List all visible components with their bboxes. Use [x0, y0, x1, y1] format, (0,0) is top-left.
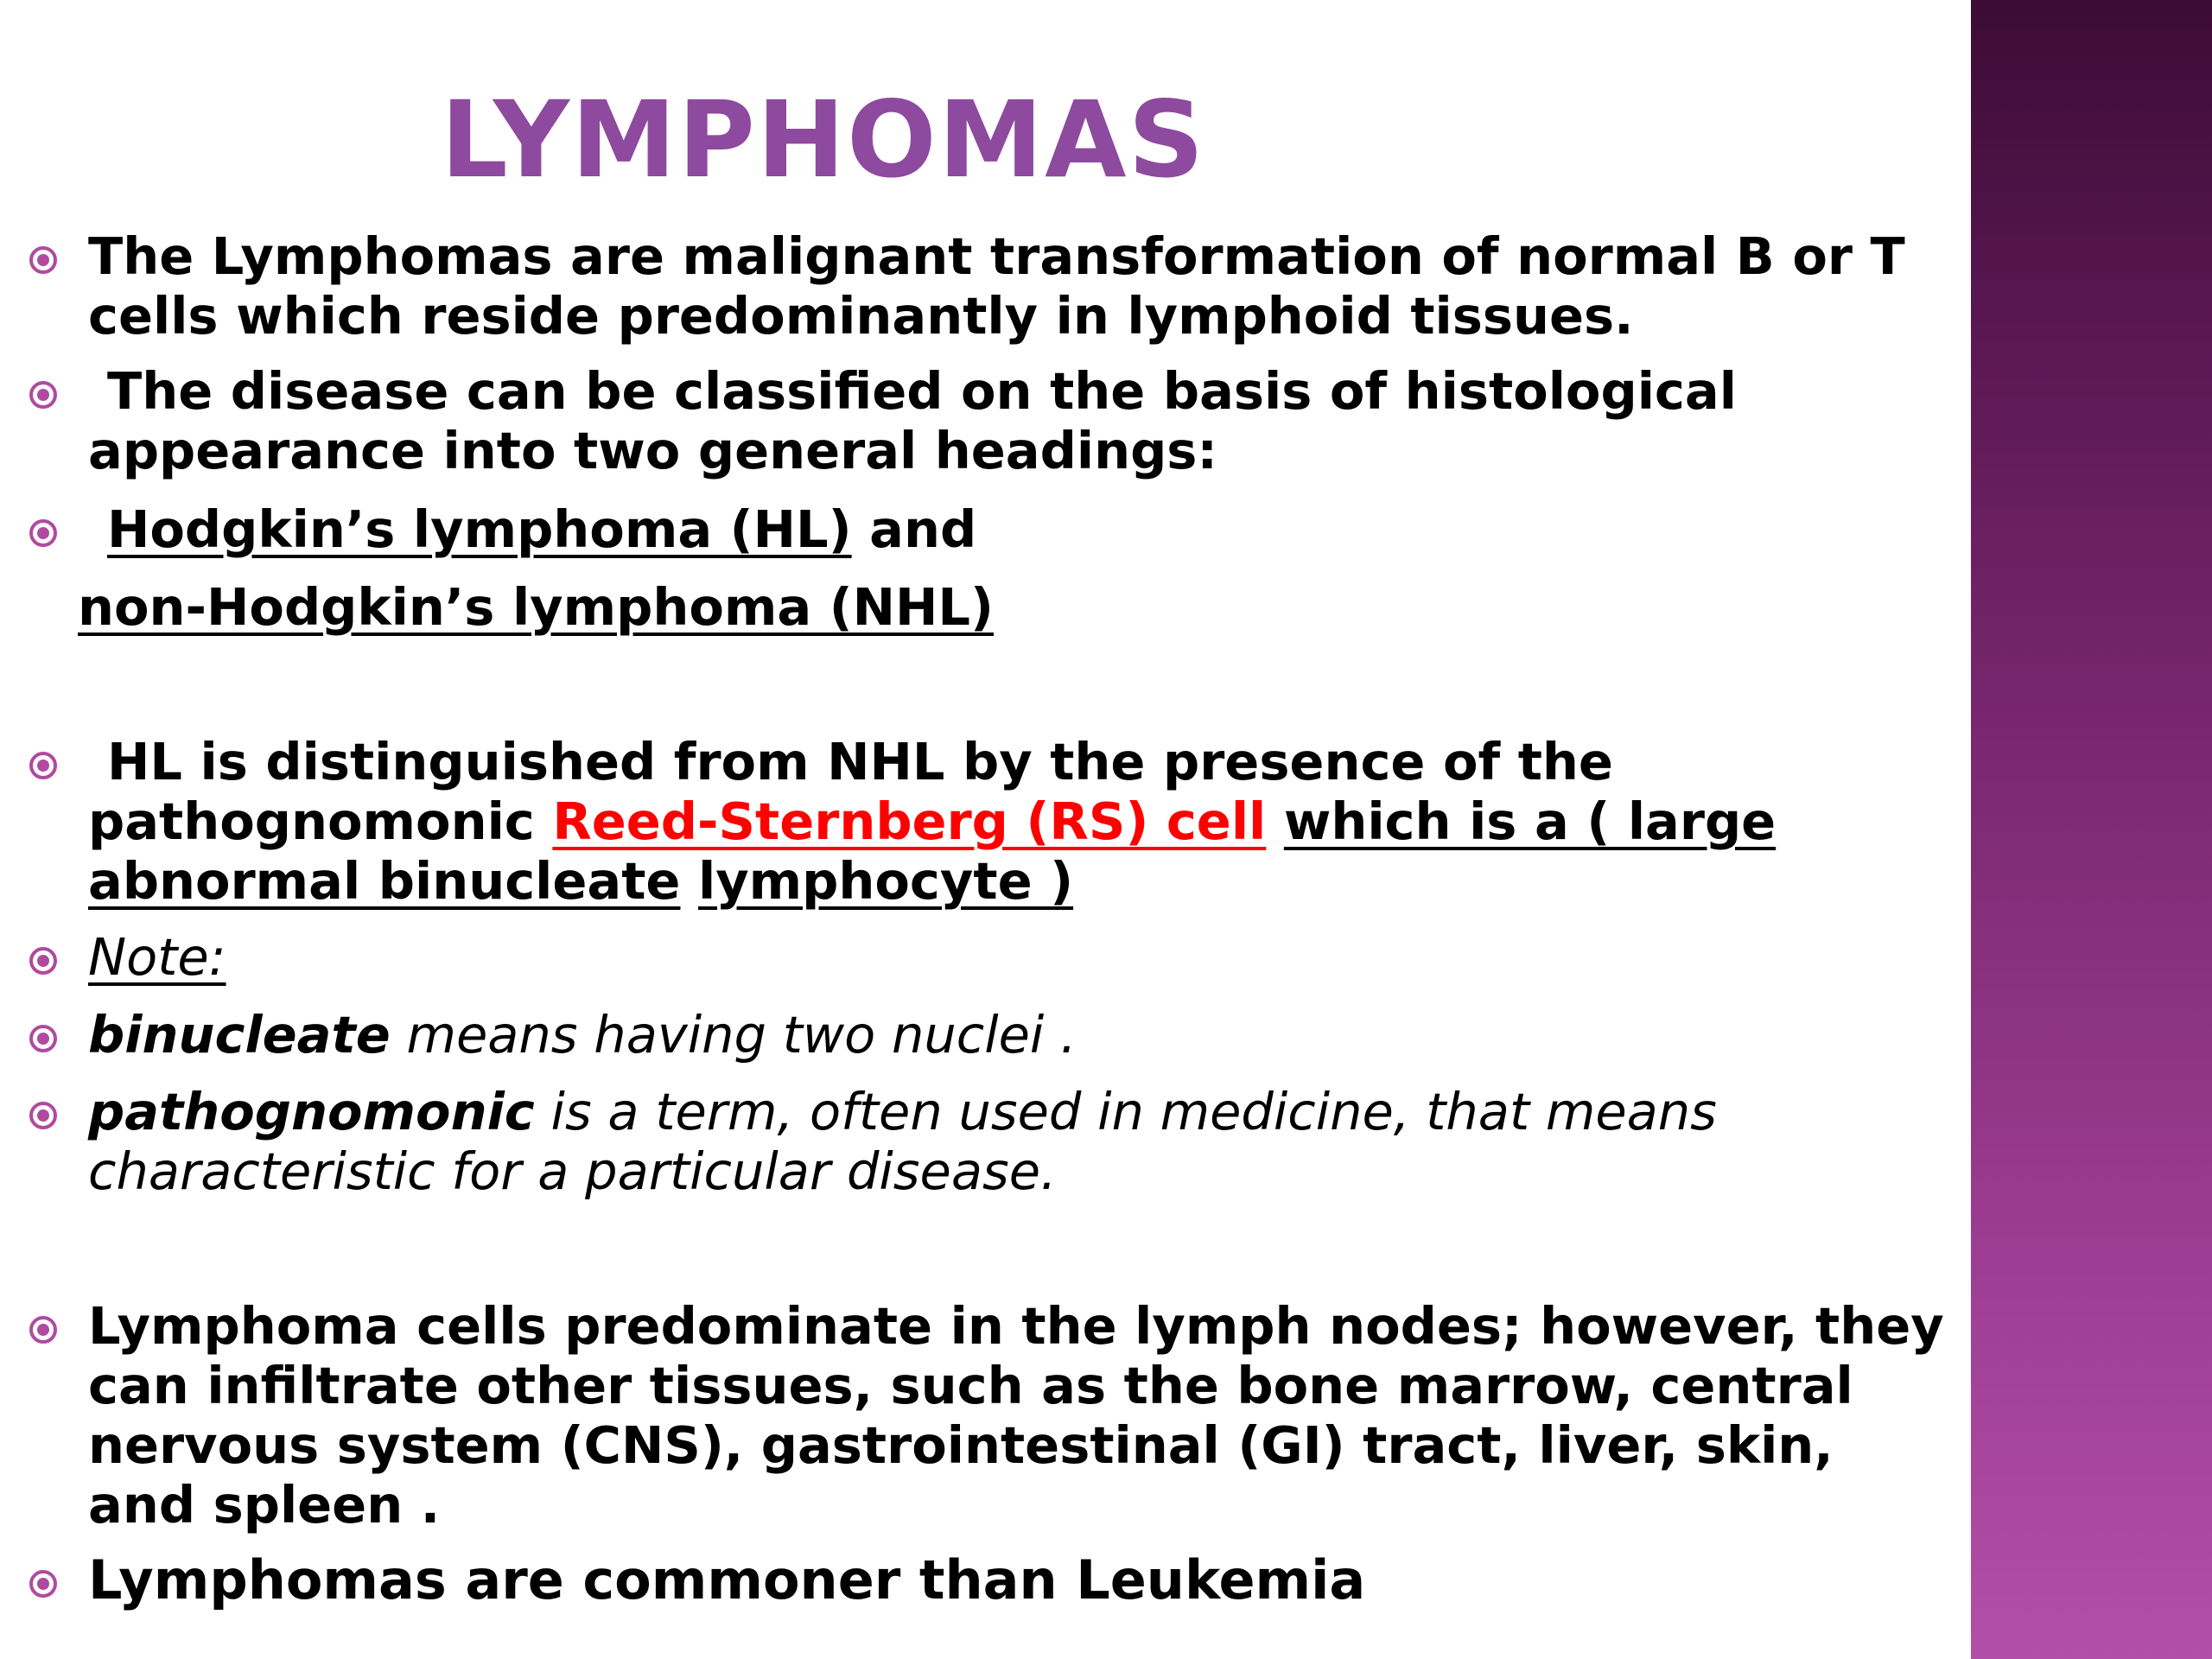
- circled-dot-icon: [28, 379, 59, 410]
- definition-binucleate: [88, 1005, 1955, 1065]
- circled-dot-icon: [28, 1100, 59, 1131]
- circled-dot-icon: [28, 945, 59, 976]
- bullet-text: Lymphoma cells predominate in the lymph nodes; however, they can infiltrate other tissues, such as the bone marrow, central nervous system (CNS), gastrointestinal (GI) tract, liver, skin, and spleen .: [88, 1296, 1944, 1535]
- reed-sternberg-cell-term: Reed-Sternberg (RS) cell: [552, 791, 1267, 851]
- bullet-text: [88, 732, 1955, 911]
- term-binucleate: binucleate: [88, 1005, 391, 1065]
- rs-cell-description-end: lymphocyte ): [698, 851, 1074, 911]
- circled-dot-icon: [28, 245, 59, 276]
- bullet-text: [107, 499, 1974, 559]
- rs-cell-intro: HL is distinguished from NHL by the presence of the pathognomonic: [88, 732, 1613, 851]
- bullet-text: The disease can be classified on the basis of histological appearance into two general headings:: [88, 361, 1737, 480]
- circled-dot-icon: [28, 518, 59, 549]
- note-label: Note:: [88, 927, 226, 987]
- slide-title: LYMPHOMAS: [441, 79, 1206, 201]
- bullet-text: The Lymphomas are malignant transformation of normal B or T cells which reside predominantly in lymphoid tissues.: [88, 226, 1905, 346]
- bullet-text-continuation: [78, 577, 1944, 637]
- non-hodgkin-lymphoma-term: non-Hodgkin’s lymphoma (NHL): [78, 577, 994, 637]
- circled-dot-icon: [28, 1568, 59, 1599]
- bullet-text: Lymphomas are commoner than Leukemia: [88, 1548, 1366, 1611]
- and-word: and: [869, 499, 977, 559]
- decorative-side-band: [1971, 0, 2212, 1659]
- definition-text: is a term, often used in medicine, that means characteristic for a particular disease.: [88, 1082, 1717, 1201]
- definition-text: means having two nuclei .: [406, 1005, 1077, 1065]
- definition-pathognomonic: [88, 1082, 1955, 1201]
- hodgkin-lymphoma-term: Hodgkin’s lymphoma (HL): [107, 499, 852, 559]
- rs-cell-description: which is a ( large abnormal binucleate: [88, 791, 1777, 911]
- circled-dot-icon: [28, 1314, 59, 1345]
- circled-dot-icon: [28, 1023, 59, 1054]
- circled-dot-icon: [28, 750, 59, 781]
- term-pathognomonic: pathognomonic: [88, 1082, 535, 1141]
